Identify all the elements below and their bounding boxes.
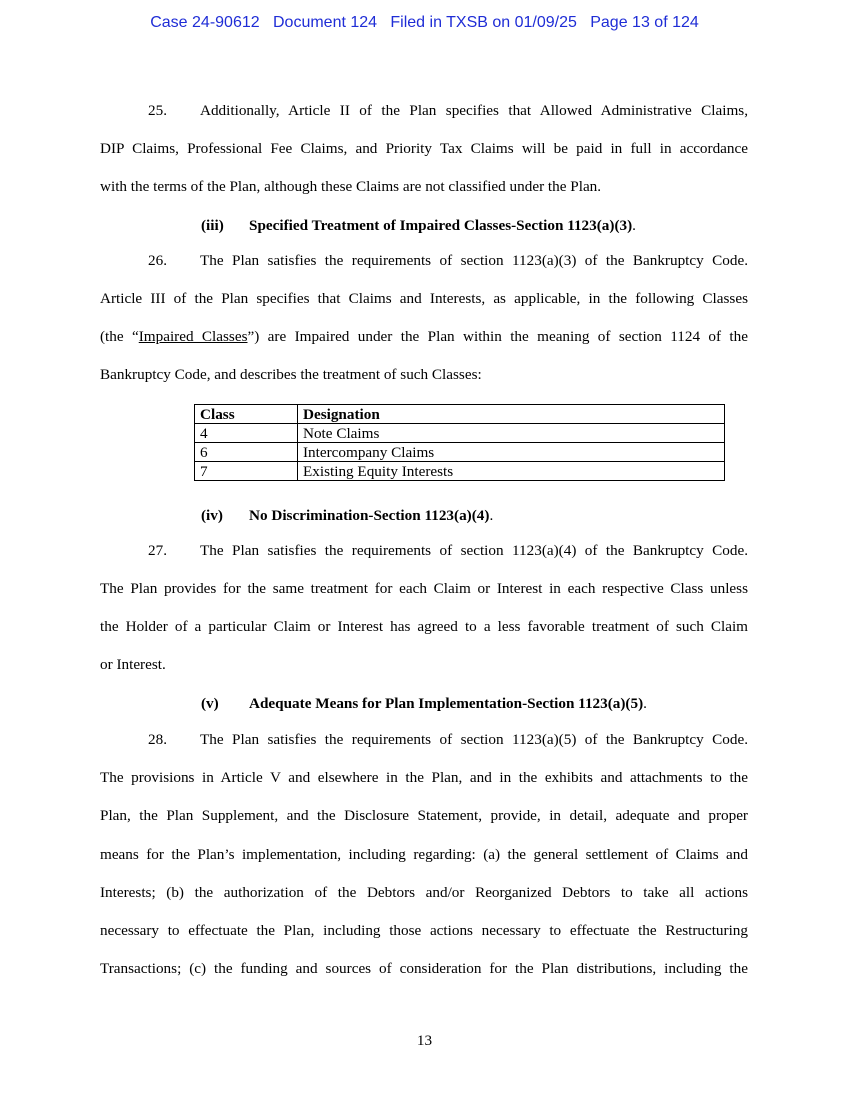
page-number: 13 — [416, 1032, 433, 1049]
para-28-line-2: The provisions in Article V and elsewhere in the Plan, and in the exhibits and attachments to the — [100, 769, 748, 786]
designation-cell: Intercompany Claims — [298, 443, 725, 462]
heading-iv: (iv) No Discrimination-Section 1123(a)(4). — [201, 507, 494, 524]
para-25-line-1: 25. Additionally, Article II of the Plan specifies that Allowed Administrative Claims, — [148, 102, 748, 119]
heading-iii: (iii) Specified Treatment of Impaired Classes-Section 1123(a)(3). — [201, 217, 636, 234]
class-cell: 7 — [195, 462, 298, 481]
para-27-line-1: 27. The Plan satisfies the requirements of section 1123(a)(4) of the Bankruptcy Code. — [148, 542, 748, 559]
page-info: Page 13 of 124 — [590, 14, 699, 31]
table-row — [195, 443, 725, 462]
defined-term: Impaired Classes — [138, 328, 248, 345]
para-27-line-4: or Interest. — [100, 656, 166, 673]
case-number: Case 24-90612 — [150, 14, 260, 31]
para-number: 27. — [148, 542, 167, 559]
filing-header — [0, 14, 849, 32]
para-28-line-7: Transactions; (c) the funding and sources of consideration for the Plan distributions, including the — [100, 960, 748, 977]
para-28-line-4: means for the Plan’s implementation, including regarding: (a) the general settlement of Claims and — [100, 846, 748, 863]
para-27-line-3: the Holder of a particular Claim or Interest has agreed to a less favorable treatment of such Claim — [100, 618, 748, 635]
class-cell: 4 — [195, 424, 298, 443]
table-header-row — [195, 405, 725, 424]
para-26-line-4: Bankruptcy Code, and describes the treatment of such Classes: — [100, 366, 482, 383]
para-28-line-1: 28. The Plan satisfies the requirements of section 1123(a)(5) of the Bankruptcy Code. — [148, 731, 748, 748]
impaired-classes-table — [194, 404, 725, 481]
heading-v: (v) Adequate Means for Plan Implementation-Section 1123(a)(5). — [201, 695, 647, 712]
filed-info: Filed in TXSB on 01/09/25 — [390, 14, 577, 31]
para-26-line-2: Article III of the Plan specifies that Claims and Interests, as applicable, in the following Classes — [100, 290, 748, 307]
para-25-line-2: DIP Claims, Professional Fee Claims, and Priority Tax Claims will be paid in full in accordance — [100, 140, 748, 157]
para-number: 28. — [148, 731, 167, 748]
para-26-line-1: 26. The Plan satisfies the requirements of section 1123(a)(3) of the Bankruptcy Code. — [148, 252, 748, 269]
para-27-line-2: The Plan provides for the same treatment for each Claim or Interest in each respective Class unless — [100, 580, 748, 597]
para-number: 25. — [148, 102, 167, 119]
para-28-line-6: necessary to effectuate the Plan, including those actions necessary to effectuate the Restructuring — [100, 922, 748, 939]
para-number: 26. — [148, 252, 167, 269]
designation-cell: Existing Equity Interests — [298, 462, 725, 481]
column-header-designation: Designation — [298, 405, 725, 424]
para-25-line-3: with the terms of the Plan, although these Claims are not classified under the Plan. — [100, 178, 602, 195]
para-28-line-3: Plan, the Plan Supplement, and the Disclosure Statement, provide, in detail, adequate and proper — [100, 807, 748, 824]
column-header-class: Class — [195, 405, 298, 424]
designation-cell: Note Claims — [298, 424, 725, 443]
document-number: Document 124 — [272, 14, 378, 31]
para-28-line-5: Interests; (b) the authorization of the Debtors and/or Reorganized Debtors to take all actions — [100, 884, 748, 901]
table-row — [195, 424, 725, 443]
para-26-line-3: (the “Impaired Classes”) are Impaired under the Plan within the meaning of section 1124 of the — [100, 328, 748, 345]
class-cell: 6 — [195, 443, 298, 462]
table-row — [195, 462, 725, 481]
